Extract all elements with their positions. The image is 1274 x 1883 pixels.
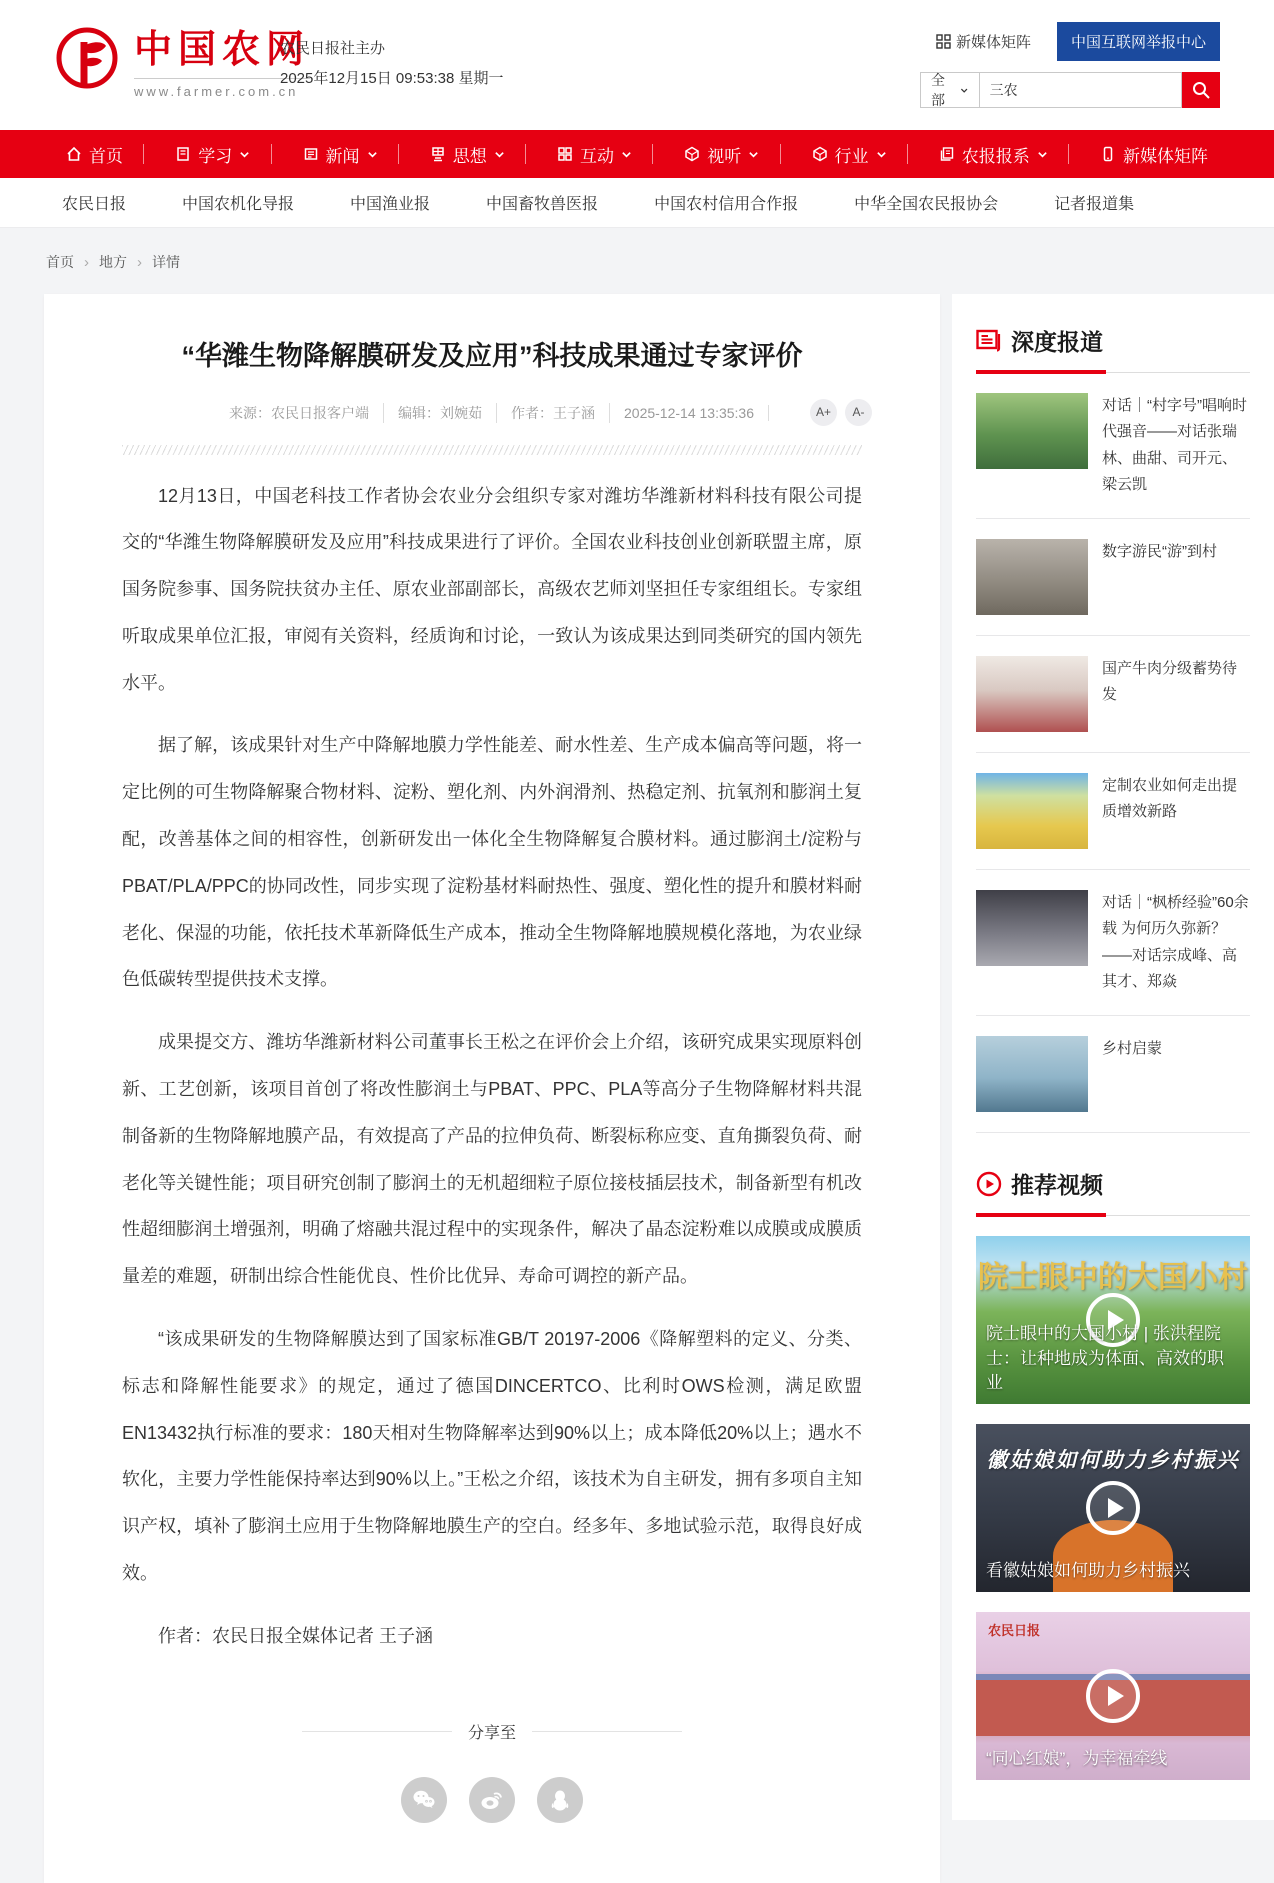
nav-label: 新媒体矩阵 [1123, 146, 1208, 166]
report-list-item[interactable] [976, 519, 1250, 636]
font-increase-button[interactable]: A+ [810, 399, 837, 426]
nav-label: 首页 [89, 146, 123, 166]
subnav-item[interactable]: 农民日报 [62, 196, 127, 213]
home-icon [66, 146, 82, 162]
breadcrumb-detail: 详情 [152, 254, 180, 270]
cube-icon [812, 146, 828, 162]
section-underline [976, 369, 1250, 373]
article-date: 2025-12-14 13:35:36 [610, 405, 769, 421]
report-list-item[interactable] [976, 373, 1250, 519]
report-title: 定制农业如何走出提质增效新路 [1102, 777, 1238, 821]
article-byline: 作者：农民日报全媒体记者 王子涵 [158, 1625, 433, 1646]
nav-item-news[interactable] [285, 130, 396, 178]
report-thumbnail [976, 890, 1088, 966]
nav-item-new-media[interactable] [1082, 130, 1226, 178]
seal-icon [430, 146, 446, 162]
video-overlay-title: 院士眼中的大国小村 [978, 1261, 1248, 1294]
report-thumbnail [976, 1036, 1088, 1112]
article-paragraph: “该成果研发的生物降解膜达到了国家标准GB/T 20197-2006《降解塑料的定义、分类、标志和降解性能要求》的规定，通过了德国DINCERTCO、比利时OWS检测，满足欧盟EN13432执行标准的要求：180天相对生物降解率达到90%以上；成本降低20%以上；遇水不软化，主要力学性能保持率达到90%以上。”王松之介绍，该技术为自主研发，拥有多项自主知识产权，填补了膨润土应用于生物降解地膜生产的空白。经多年、多地试验示范，取得良好成效。 [122, 1329, 862, 1584]
nav-label: 行业 [834, 146, 869, 166]
chevron-down-icon [960, 85, 968, 96]
site-url: www.farmer.com.cn [134, 78, 310, 99]
nav-label: 新闻 [325, 146, 360, 166]
nav-item-interact[interactable] [539, 130, 650, 178]
nav-label: 思想 [452, 146, 487, 166]
subnav-item[interactable]: 中国渔业报 [350, 196, 431, 213]
farmer-logo-icon [54, 24, 120, 100]
nav-label: 互动 [580, 146, 614, 166]
nav-item-press-series[interactable] [921, 130, 1066, 178]
nav-label: 农报报系 [961, 146, 1030, 166]
breadcrumb-separator: › [137, 253, 142, 271]
play-icon [1086, 1669, 1140, 1723]
weibo-icon [479, 1787, 505, 1813]
phone-icon [1100, 146, 1116, 162]
chevron-down-icon [748, 149, 759, 160]
nav-item-audiovisual[interactable] [666, 130, 777, 178]
report-title: 数字游民“游”到村 [1102, 543, 1217, 560]
video-watermark: 农民日报 [988, 1623, 1041, 1638]
chevron-down-icon [239, 149, 250, 160]
article-meta [122, 403, 865, 423]
newspaper-icon [303, 146, 319, 162]
share-label: 分享至 [122, 1720, 862, 1743]
search-bar [920, 72, 1220, 108]
subnav-item[interactable]: 中国畜牧兽医报 [486, 196, 599, 213]
article-source: 来源：农民日报客户端 [215, 403, 384, 423]
chevron-down-icon [1037, 149, 1048, 160]
video-card[interactable] [976, 1424, 1250, 1592]
report-thumbnail [976, 773, 1088, 849]
breadcrumb [0, 228, 1274, 272]
nav-item-thought[interactable] [412, 130, 523, 178]
report-title: 对话｜“村字号”唱响时代强音——对话张瑞林、曲甜、司开元、梁云凯 [1102, 397, 1247, 493]
breadcrumb-separator: › [84, 253, 89, 271]
sponsor-text: 农民日报社主办 [280, 40, 386, 57]
nav-item-home[interactable] [48, 130, 141, 178]
report-list-item[interactable] [976, 636, 1250, 753]
report-thumbnail [976, 539, 1088, 615]
section-underline [976, 1212, 1250, 1216]
article-author: 作者：王子涵 [497, 403, 610, 423]
report-thumbnail [976, 393, 1088, 469]
subnav-item[interactable]: 中国农村信用合作报 [654, 196, 799, 213]
nav-item-industry[interactable] [794, 130, 905, 178]
subnav-item[interactable]: 中国农机化导报 [182, 196, 295, 213]
wechat-icon [411, 1787, 437, 1813]
nav-label: 学习 [198, 146, 233, 166]
play-icon [1086, 1481, 1140, 1535]
grid-icon [936, 34, 951, 49]
subnav-item[interactable]: 记者报道集 [1054, 196, 1135, 213]
article-paragraph: 据了解，该成果针对生产中降解地膜力学性能差、耐水性差、生产成本偏高等问题，将一定比例的可生物降解聚合物材料、淀粉、塑化剂、内外润滑剂、热稳定剂、抗氧剂和膨润土复配，改善基体之间的相容性，创新研发出一体化全生物降解复合膜材料。通过膨润土/淀粉与PBAT/PLA/PPC的协同改性，同步实现了淀粉基材料耐热性、强度、塑化性的提升和膜材料耐老化、保湿的功能，依托技术革新降低生产成本，推动全生物降解地膜规模化落地，为农业绿色低碳转型提供技术支撑。 [122, 735, 862, 990]
search-icon [1191, 80, 1211, 100]
video-card[interactable] [976, 1236, 1250, 1404]
videos-title: 推荐视频 [1011, 1172, 1103, 1198]
chevron-down-icon [876, 149, 887, 160]
media-matrix-label: 新媒体矩阵 [955, 34, 1031, 51]
grid-icon [557, 146, 573, 162]
article-body [122, 473, 862, 1660]
chevron-down-icon [494, 149, 505, 160]
video-caption: “同心红娘”，为幸福牵线 [986, 1749, 1168, 1769]
report-list-item[interactable] [976, 870, 1250, 1016]
book-icon [175, 146, 191, 162]
nav-label: 视听 [707, 146, 742, 166]
hatched-divider [122, 445, 862, 455]
datetime-text: 2025年12月15日 09:53:38 星期一 [280, 70, 504, 87]
papers-icon [939, 146, 955, 162]
report-title: 乡村启蒙 [1102, 1040, 1163, 1057]
main-navigation [0, 130, 1274, 178]
video-caption: 看徽姑娘如何助力乡村振兴 [986, 1561, 1190, 1581]
chevron-down-icon [367, 149, 378, 160]
chevron-down-icon [621, 149, 632, 160]
search-button[interactable] [1182, 72, 1220, 108]
report-list-item[interactable] [976, 1016, 1250, 1133]
video-overlay-title: 徽姑娘如何助力乡村振兴 [986, 1449, 1240, 1472]
videos-header [976, 1167, 1250, 1200]
report-title: 国产牛肉分级蓄势待发 [1102, 660, 1238, 704]
media-matrix-link[interactable] [936, 31, 1031, 52]
site-logo[interactable] [54, 24, 310, 100]
weibo-share-button[interactable] [469, 1777, 515, 1823]
article-editor: 编辑：刘婉茹 [384, 403, 497, 423]
qq-icon [547, 1787, 573, 1813]
sidebar [952, 294, 1274, 1820]
breadcrumb-region[interactable]: 地方 [99, 254, 127, 270]
deep-reports-header [976, 324, 1250, 357]
video-card[interactable] [976, 1612, 1250, 1780]
article-paragraph: 成果提交方、潍坊华潍新材料公司董事长王松之在评价会上介绍，该研究成果实现原料创新、工艺创新，该项目首创了将改性膨润土与PBAT、PPC、PLA等高分子生物降解材料共混制备新的生物降解地膜产品，有效提高了产品的拉伸负荷、断裂标称应变、直角撕裂负荷、耐老化等关键性能；项目研究创制了膨润土的无机超细粒子原位接枝插层技术，制备新型有机改性超细膨润土增强剂，明确了熔融共混过程中的实现条件，解决了晶态淀粉难以成膜或成膜质量差的难题，研制出综合性能优良、性价比优异、寿命可调控的新产品。 [122, 1032, 862, 1287]
wechat-share-button[interactable] [401, 1777, 447, 1823]
subnav-item[interactable]: 中华全国农民报协会 [854, 196, 999, 213]
deep-reports-title: 深度报道 [1011, 329, 1103, 355]
search-category-value: 全部 [931, 72, 945, 108]
newspaper-icon [976, 329, 1002, 353]
report-title: 对话｜“枫桥经验”60余载 为何历久弥新？——对话宗成峰、高其才、郑焱 [1102, 894, 1249, 990]
article-panel [44, 294, 940, 1883]
site-header [0, 0, 1274, 130]
video-caption: 院士眼中的大国小村 | 张洪程院士：让种地成为体面、高效的职业 [986, 1324, 1224, 1393]
newspaper-subnav [0, 178, 1274, 228]
share-section [122, 1720, 862, 1823]
nav-item-study[interactable] [157, 130, 268, 178]
font-decrease-button[interactable]: A- [845, 399, 872, 426]
report-center-button[interactable]: 中国互联网举报中心 [1057, 22, 1220, 61]
search-category-select[interactable] [920, 72, 979, 108]
cube-icon [684, 146, 700, 162]
report-list-item[interactable] [976, 753, 1250, 870]
qq-share-button[interactable] [537, 1777, 583, 1823]
article-paragraph: 12月13日，中国老科技工作者协会农业分会组织专家对潍坊华潍新材料科技有限公司提交的“华潍生物降解膜研发及应用”科技成果进行了评价。全国农业科技创业创新联盟主席，原国务院参事、国务院扶贫办主任、原农业部副部长，高级农艺师刘坚担任专家组组长。专家组听取成果单位汇报，审阅有关资料，经质询和讨论，一致认为该成果达到同类研究的国内领先水平。 [122, 485, 862, 693]
site-name: 中国农网 [134, 29, 311, 71]
play-circle-icon [976, 1171, 1002, 1197]
report-thumbnail [976, 656, 1088, 732]
breadcrumb-home[interactable]: 首页 [46, 254, 74, 270]
search-input[interactable] [979, 72, 1182, 108]
article-title: “华潍生物降解膜研发及应用”科技成果通过专家评价 [181, 341, 803, 371]
